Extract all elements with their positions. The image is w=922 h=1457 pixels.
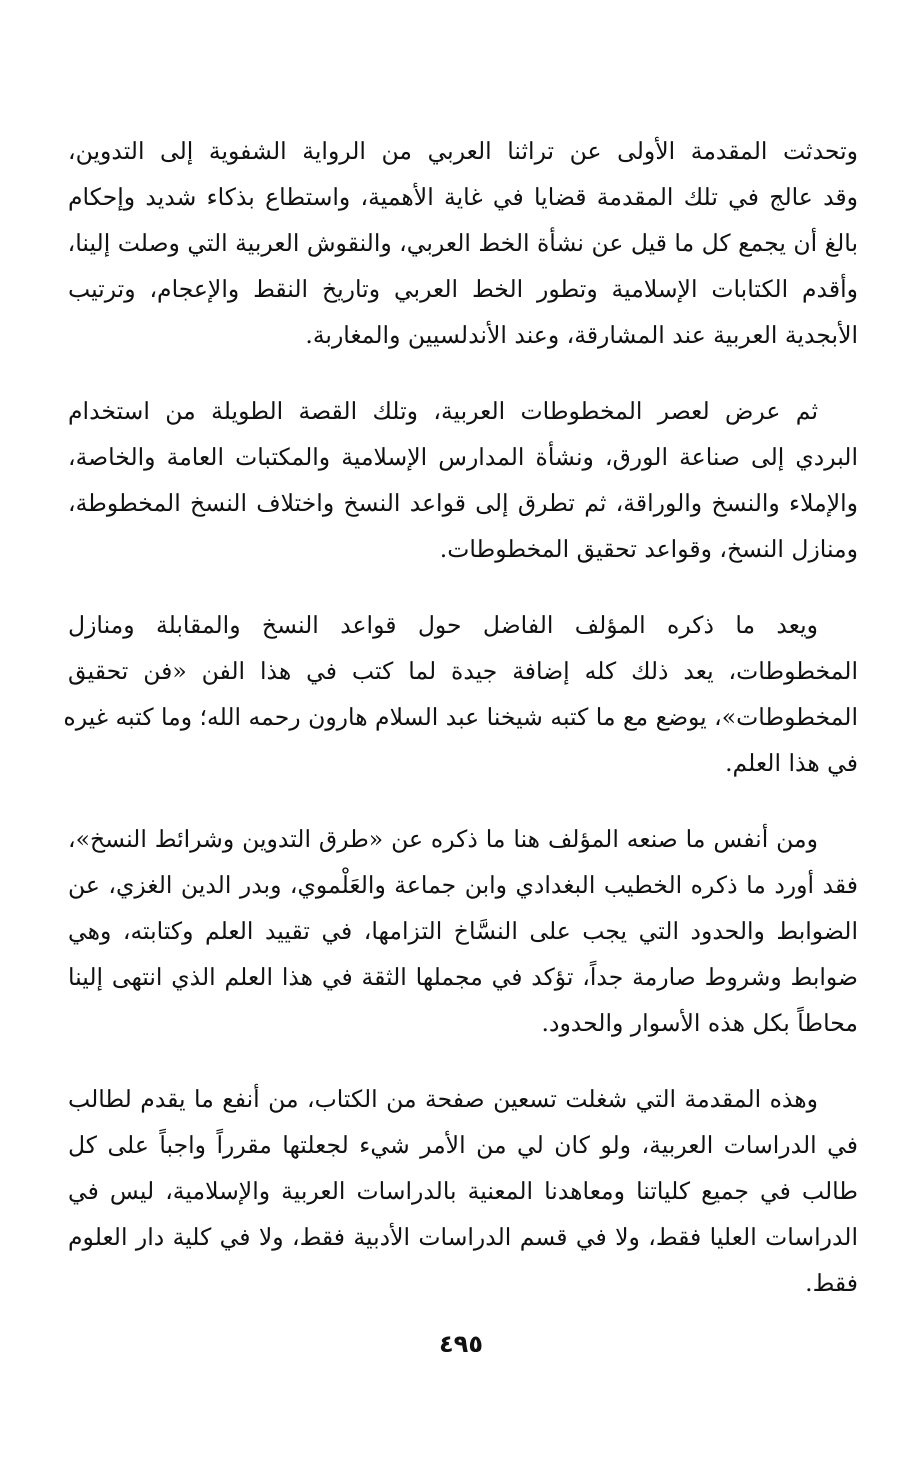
text-line: ثم عرض لعصر المخطوطات العربية، وتلك القصة الطويلة من استخدام <box>68 397 818 425</box>
paragraph-5 <box>68 1076 858 1306</box>
text-line: في هذا العلم. <box>725 749 858 777</box>
text-line: طالب في جميع كلياتنا ومعاهدنا المعنية بالدراسات العربية والإسلامية، ليس في <box>68 1177 858 1205</box>
text-line: الضوابط والحدود التي يجب على النسَّاخ التزامها، في تقييد العلم وكتابته، وهي <box>68 917 858 945</box>
text-line: المخطوطات»، يوضع مع ما كتبه شيخنا عبد السلام هارون رحمه الله؛ وما كتبه غيره <box>63 703 858 731</box>
text-line: الأبجدية العربية عند المشارقة، وعند الأندلسيين والمغاربة. <box>305 321 858 349</box>
body-text <box>63 128 858 1336</box>
text-line: البردي إلى صناعة الورق، ونشأة المدارس الإسلامية والمكتبات العامة والخاصة، <box>68 443 858 471</box>
text-line: ومنازل النسخ، وقواعد تحقيق المخطوطات. <box>439 535 858 563</box>
text-line: ومن أنفس ما صنعه المؤلف هنا ما ذكره عن «طرق التدوين وشرائط النسخ»، <box>68 825 818 853</box>
text-line: والإملاء والنسخ والوراقة، ثم تطرق إلى قواعد النسخ واختلاف النسخ المخطوطة، <box>68 489 858 517</box>
text-line: الدراسات العليا فقط، ولا في قسم الدراسات الأدبية فقط، ولا في كلية دار العلوم <box>68 1223 858 1251</box>
paragraph-1 <box>68 128 858 358</box>
text-line: ويعد ما ذكره المؤلف الفاضل حول قواعد النسخ والمقابلة ومنازل <box>68 611 818 639</box>
paragraph-3 <box>63 602 858 786</box>
page-number: ٤٩٥ <box>439 1330 483 1358</box>
text-line: محاطاً بكل هذه الأسوار والحدود. <box>541 1009 858 1037</box>
paragraph-2 <box>68 388 858 572</box>
text-line: وأقدم الكتابات الإسلامية وتطور الخط العربي وتاريخ النقط والإعجام، وترتيب <box>68 275 858 303</box>
text-line: وهذه المقدمة التي شغلت تسعين صفحة من الكتاب، من أنفع ما يقدم لطالب <box>68 1085 818 1113</box>
text-line: وقد عالج في تلك المقدمة قضايا في غاية الأهمية، واستطاع بذكاء شديد وإحكام <box>68 183 858 211</box>
text-line: ضوابط وشروط صارمة جداً، تؤكد في مجملها الثقة في هذا العلم الذي انتهى إلينا <box>68 963 858 991</box>
text-line: فقط. <box>805 1269 858 1297</box>
paragraph-4 <box>68 816 858 1046</box>
text-line: المخطوطات، يعد ذلك كله إضافة جيدة لما كتب في هذا الفن «فن تحقيق <box>68 657 858 685</box>
text-line: في الدراسات العربية، ولو كان لي من الأمر شيء لجعلتها مقرراً واجباً على كل <box>68 1131 858 1159</box>
text-line: فقد أورد ما ذكره الخطيب البغدادي وابن جماعة والعَلْموي، وبدر الدين الغزي، عن <box>68 871 858 899</box>
text-line: بالغ أن يجمع كل ما قيل عن نشأة الخط العربي، والنقوش العربية التي وصلت إلينا، <box>67 229 858 257</box>
text-line: وتحدثت المقدمة الأولى عن تراثنا العربي من الرواية الشفوية إلى التدوين، <box>68 137 858 165</box>
